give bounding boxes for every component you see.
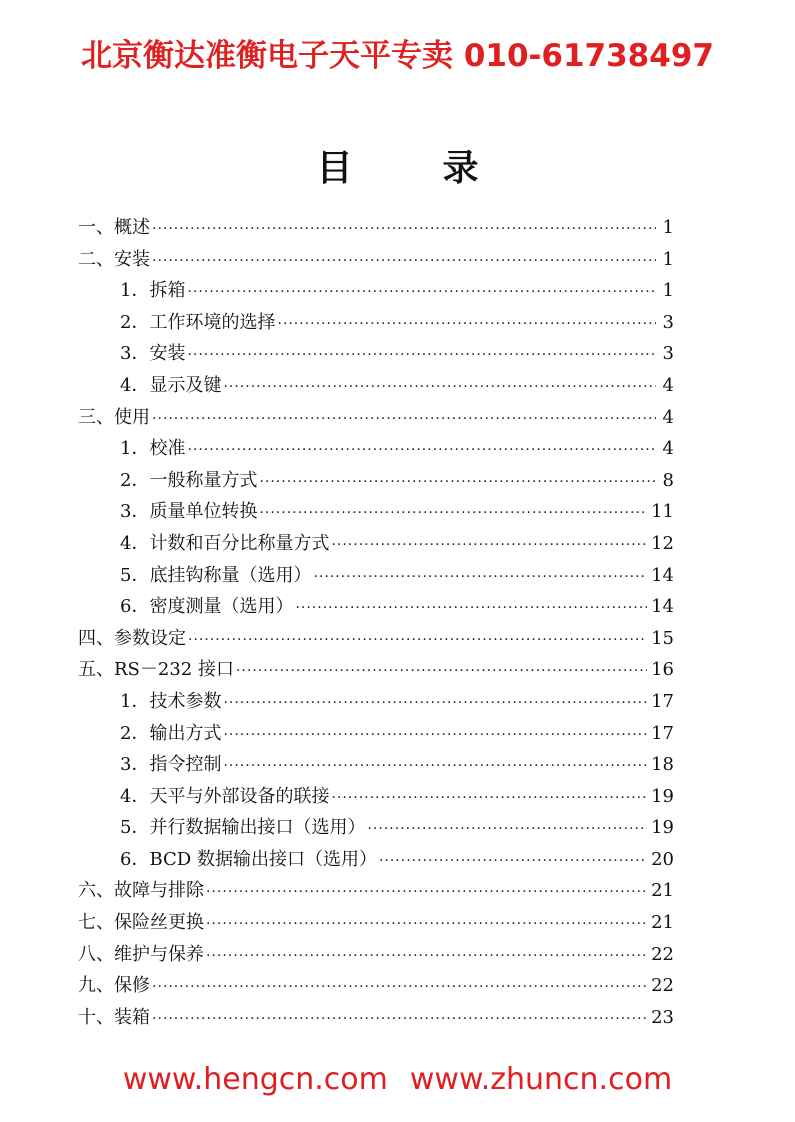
toc-leader-dots <box>152 972 647 1004</box>
toc-leader-dots <box>223 751 647 783</box>
toc-entry-page-number: 11 <box>651 501 674 523</box>
toc-entry[interactable] <box>78 812 674 844</box>
toc-entry-page-number: 3 <box>662 311 674 333</box>
toc-leader-dots <box>188 625 647 657</box>
toc-entry[interactable] <box>78 718 674 750</box>
toc-entry-label: 5．底挂钩称量（选用） <box>120 564 312 586</box>
toc-entry-label: 九、保修 <box>78 975 150 997</box>
toc-leader-dots <box>187 435 656 467</box>
toc-entry-label: 4．计数和百分比称量方式 <box>120 532 330 554</box>
footer-url-hengcn[interactable]: www.hengcn.com <box>122 1062 388 1097</box>
toc-entry-label: 2．输出方式 <box>120 722 222 744</box>
toc-entry-label: 4．天平与外部设备的联接 <box>120 785 330 807</box>
footer-url-zhuncn[interactable]: www.zhuncn.com <box>409 1062 673 1097</box>
toc-entry[interactable] <box>78 591 674 623</box>
toc-entry-label: 1．技术参数 <box>120 690 222 712</box>
toc-entry-label: 四、参数设定 <box>78 627 186 649</box>
toc-entry-page-number: 1 <box>662 248 674 270</box>
toc-entry-page-number: 14 <box>651 596 674 618</box>
toc-entry-page-number: 22 <box>651 975 674 997</box>
toc-entry[interactable] <box>78 370 674 402</box>
toc-leader-dots <box>152 246 656 278</box>
toc-leader-dots <box>187 340 656 372</box>
toc-entry[interactable] <box>78 433 674 465</box>
toc-entry[interactable] <box>78 970 674 1002</box>
toc-leader-dots <box>187 277 656 309</box>
toc-entry[interactable] <box>78 496 674 528</box>
toc-entry[interactable] <box>78 654 674 686</box>
toc-entry[interactable] <box>78 212 674 244</box>
toc-entry[interactable] <box>78 338 674 370</box>
toc-entry-label: 六、故障与排除 <box>78 880 204 902</box>
toc-leader-dots <box>206 941 647 973</box>
toc-entry[interactable] <box>78 275 674 307</box>
toc-leader-dots <box>236 656 647 688</box>
toc-leader-dots <box>152 404 656 436</box>
toc-entry[interactable] <box>78 939 674 971</box>
toc-entry[interactable] <box>78 907 674 939</box>
toc-entry-page-number: 1 <box>662 280 674 302</box>
toc-entry-page-number: 16 <box>651 659 674 681</box>
toc-entry-page-number: 20 <box>651 848 674 870</box>
toc-entry-label: 二、安装 <box>78 248 150 270</box>
toc-entry-label: 6．BCD 数据输出接口（选用） <box>120 848 377 870</box>
toc-entry-page-number: 18 <box>651 754 674 776</box>
toc-entry[interactable] <box>78 875 674 907</box>
toc-entry-label: 4．显示及键 <box>120 374 222 396</box>
toc-entry-page-number: 19 <box>651 817 674 839</box>
toc-entry-page-number: 14 <box>651 564 674 586</box>
toc-entry-label: 2．一般称量方式 <box>120 469 258 491</box>
page-title <box>0 140 795 191</box>
toc-leader-dots <box>223 688 647 720</box>
toc-entry[interactable] <box>78 244 674 276</box>
toc-entry-page-number: 4 <box>662 406 674 428</box>
toc-entry[interactable] <box>78 560 674 592</box>
toc-entry-label: 3．指令控制 <box>120 754 222 776</box>
toc-leader-dots <box>259 498 647 530</box>
footer-banner <box>0 1062 795 1097</box>
toc-entry-label: 一、概述 <box>78 217 150 238</box>
toc-entry-page-number: 19 <box>651 785 674 807</box>
header-banner: 北京衡达准衡电子天平专卖 010-61738497 <box>81 38 714 74</box>
toc-entry-page-number: 21 <box>651 880 674 902</box>
title-char-1: 目 <box>316 148 353 189</box>
toc-leader-dots <box>295 593 647 625</box>
toc-entry[interactable] <box>78 844 674 876</box>
toc-entry-page-number: 22 <box>651 943 674 965</box>
toc-leader-dots <box>259 467 656 499</box>
toc-entry-label: 5．并行数据输出接口（选用） <box>120 817 366 839</box>
toc-entry-label: 十、装箱 <box>78 1006 150 1028</box>
toc-entry[interactable] <box>78 307 674 339</box>
toc-entry-label: 1．校准 <box>120 438 186 460</box>
toc-entry-page-number: 4 <box>662 438 674 460</box>
title-char-2: 录 <box>442 148 479 189</box>
toc-entry-label: 七、保险丝更换 <box>78 912 204 934</box>
toc-leader-dots <box>223 372 656 404</box>
toc-entry-label: 2．工作环境的选择 <box>120 311 276 333</box>
toc-entry-page-number: 12 <box>651 532 674 554</box>
toc-entry[interactable] <box>78 781 674 813</box>
toc-entry-page-number: 23 <box>651 1006 674 1028</box>
toc-leader-dots <box>379 846 647 878</box>
toc-entry-label: 五、RS－232 接口 <box>78 659 234 681</box>
toc-entry-page-number: 21 <box>651 912 674 934</box>
toc-entry[interactable] <box>78 623 674 655</box>
toc-entry-label: 八、维护与保养 <box>78 943 204 965</box>
toc-entry-page-number: 17 <box>651 690 674 712</box>
toc-entry[interactable] <box>78 465 674 497</box>
table-of-contents <box>78 212 674 1033</box>
toc-entry-label: 6．密度测量（选用） <box>120 596 294 618</box>
toc-leader-dots <box>277 309 656 341</box>
toc-entry[interactable] <box>78 749 674 781</box>
toc-leader-dots <box>223 720 647 752</box>
toc-entry-page-number: 8 <box>662 469 674 491</box>
toc-leader-dots <box>152 214 656 246</box>
toc-leader-dots <box>313 562 647 594</box>
toc-entry-page-number: 3 <box>662 343 674 365</box>
toc-entry[interactable] <box>78 528 674 560</box>
toc-entry[interactable] <box>78 1002 674 1034</box>
toc-leader-dots <box>367 814 647 846</box>
toc-entry-page-number: 1 <box>662 217 674 238</box>
toc-entry[interactable] <box>78 686 674 718</box>
toc-leader-dots <box>206 877 647 909</box>
toc-entry-label: 1．拆箱 <box>120 280 186 302</box>
toc-leader-dots <box>331 783 647 815</box>
toc-entry[interactable] <box>78 402 674 434</box>
toc-entry-label: 三、使用 <box>78 406 150 428</box>
toc-entry-page-number: 17 <box>651 722 674 744</box>
toc-leader-dots <box>152 1004 647 1036</box>
toc-leader-dots <box>206 909 647 941</box>
toc-entry-label: 3．质量单位转换 <box>120 501 258 523</box>
toc-entry-label: 3．安装 <box>120 343 186 365</box>
toc-entry-page-number: 4 <box>662 374 674 396</box>
toc-leader-dots <box>331 530 647 562</box>
toc-entry-page-number: 15 <box>651 627 674 649</box>
